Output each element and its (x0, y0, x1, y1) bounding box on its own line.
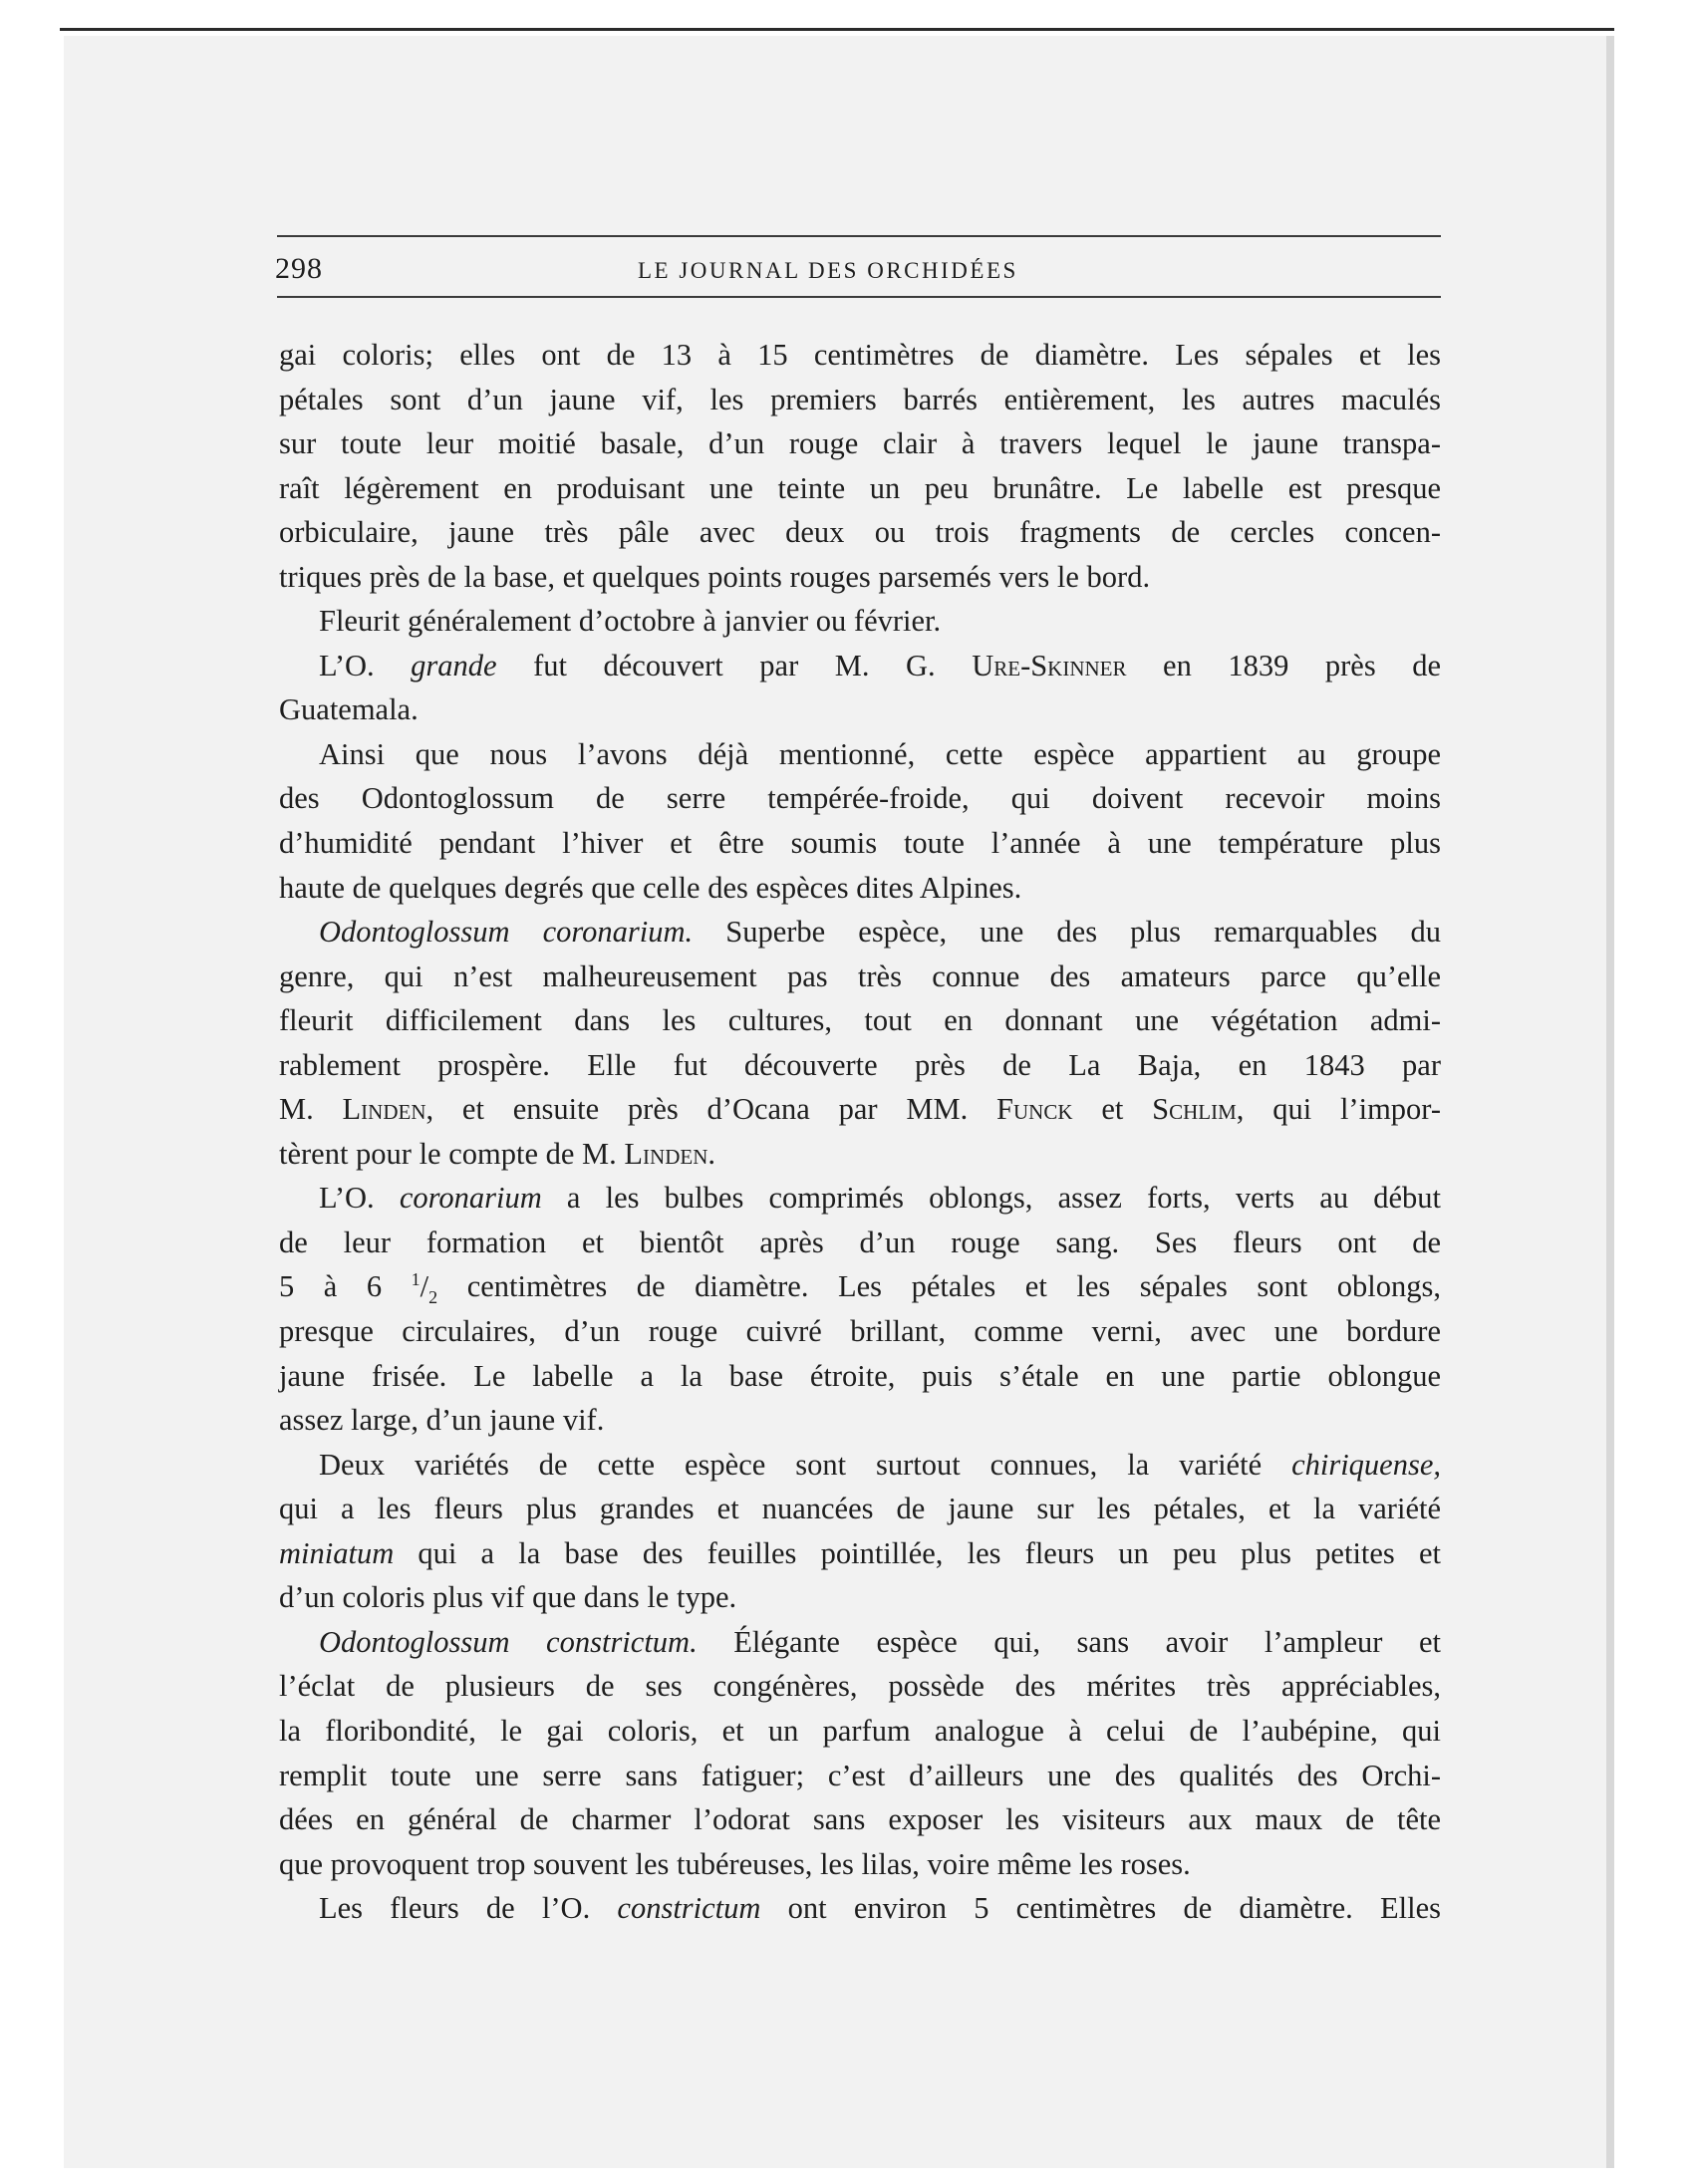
small-caps-name: Funck (996, 1092, 1073, 1127)
text-line (279, 1842, 1441, 1887)
running-title: LE JOURNAL DES ORCHIDÉES (638, 258, 1018, 283)
text-segment: d’humidité pendant l’hiver et être soumis toute l’année à une température plus (279, 826, 1441, 861)
text-line (279, 599, 1441, 644)
text-line (279, 333, 1441, 378)
italic-text: Odontoglossum coronarium. (319, 915, 694, 950)
text-segment: 2 (428, 1287, 438, 1308)
italic-text: chiriquense, (1291, 1447, 1441, 1482)
page-number: 298 (275, 252, 323, 285)
text-segment: l’éclat de plusieurs de ses congénères, possède des mérites très appréciables, (279, 1669, 1441, 1704)
text-segment: a les bulbes comprimés oblongs, assez forts, verts au début (541, 1181, 1442, 1216)
text-line (279, 1709, 1441, 1754)
text-segment: et (1072, 1092, 1153, 1127)
small-caps-name: Schlim (1152, 1092, 1237, 1127)
text-line (279, 421, 1441, 466)
text-line (279, 1531, 1441, 1576)
text-line (279, 1264, 1441, 1309)
text-line (279, 910, 1441, 955)
header-rule-bottom (277, 296, 1441, 298)
text-line (279, 1575, 1441, 1620)
text-line (279, 776, 1441, 821)
text-line (279, 1354, 1441, 1399)
text-line (279, 1443, 1441, 1488)
text-segment: centimètres de diamètre. Les pétales et les sépales sont oblongs, (437, 1269, 1441, 1304)
text-segment: qui a la base des feuilles pointillée, les fleurs un peu plus petites et (394, 1535, 1441, 1570)
text-line (279, 1087, 1441, 1132)
text-line (279, 687, 1441, 732)
text-segment: Guatemala. (279, 692, 419, 727)
text-segment: fut découvert par M. G. (496, 648, 973, 682)
text-line (279, 955, 1441, 999)
text-segment: remplit toute une serre sans fatiguer; c’est d’ailleurs une des qualités des Orchi- (279, 1758, 1441, 1792)
text-line (279, 1132, 1441, 1177)
small-caps-name: Ure-Skinner (972, 648, 1127, 682)
text-segment: Fleurit généralement d’octobre à janvier ou février. (319, 604, 942, 639)
text-segment: L’O. (319, 1181, 400, 1216)
text-line (279, 644, 1441, 688)
text-segment: gai coloris; elles ont de 13 à 15 centimètres de diamètre. Les sépales et les (279, 338, 1441, 372)
text-segment: , qui l’impor- (1236, 1092, 1441, 1127)
italic-text: grande (411, 648, 497, 682)
text-line (279, 866, 1441, 911)
text-segment: presque circulaires, d’un rouge cuivré brillant, comme verni, avec une bordure (279, 1314, 1441, 1349)
text-segment: genre, qui n’est malheureusement pas très connue des amateurs parce qu’elle (279, 958, 1441, 993)
italic-text: miniatum (279, 1535, 395, 1570)
text-line (279, 1664, 1441, 1709)
italic-text: coronarium (399, 1181, 542, 1216)
header-rule-top (277, 235, 1441, 237)
text-line (279, 1797, 1441, 1842)
text-segment: qui a les fleurs plus grandes et nuancées de jaune sur les pétales, et la variété (279, 1492, 1441, 1526)
text-line (279, 378, 1441, 422)
text-line (279, 1309, 1441, 1354)
text-segment: Ainsi que nous l’avons déjà mentionné, cette espèce appartient au groupe (319, 736, 1441, 771)
text-segment: tèrent pour le compte de M. (279, 1136, 625, 1171)
text-line (279, 1620, 1441, 1665)
text-line (279, 466, 1441, 511)
text-segment: Deux variétés de cette espèce sont surtout connues, la variété (319, 1447, 1292, 1482)
text-segment: , et ensuite près d’Ocana par MM. (425, 1092, 997, 1127)
text-line (279, 732, 1441, 777)
text-segment: ont environ 5 centimètres de diamètre. Elles (760, 1891, 1441, 1926)
text-segment: . (707, 1136, 715, 1171)
small-caps-name: Linden (624, 1136, 708, 1171)
text-line (279, 555, 1441, 600)
page-edge-shadow (1606, 36, 1614, 2168)
text-segment: pétales sont d’un jaune vif, les premiers barrés entièrement, les autres maculés (279, 382, 1441, 416)
text-line (279, 998, 1441, 1043)
text-segment: d’un coloris plus vif que dans le type. (279, 1580, 737, 1615)
text-segment: haute de quelques degrés que celle des espèces dites Alpines. (279, 870, 1022, 905)
text-line (279, 821, 1441, 866)
text-segment: raît légèrement en produisant une teinte un peu brunâtre. Le labelle est presque (279, 470, 1441, 505)
text-segment: assez large, d’un jaune vif. (279, 1403, 605, 1438)
text-segment: Élégante espèce qui, sans avoir l’ampleur et (697, 1624, 1442, 1659)
text-segment: 5 à 6 (279, 1269, 412, 1304)
text-segment: Les fleurs de l’O. (319, 1891, 618, 1926)
text-segment: dées en général de charmer l’odorat sans exposer les visiteurs aux maux de tête (279, 1802, 1441, 1837)
text-line (279, 1886, 1441, 1931)
text-segment: 1 (411, 1269, 421, 1290)
text-segment: que provoquent trop souvent les tubéreuses, les lilas, voire même les roses. (279, 1846, 1191, 1881)
text-segment: / (420, 1269, 429, 1304)
text-line (279, 1754, 1441, 1798)
text-segment: la floribondité, le gai coloris, et un parfum analogue à celui de l’aubépine, qui (279, 1713, 1441, 1748)
article-body (279, 333, 1441, 1931)
text-segment: Superbe espèce, une des plus remarquables du (693, 915, 1442, 950)
text-segment: M. (279, 1092, 343, 1127)
italic-text: Odontoglossum constrictum. (319, 1624, 698, 1659)
scan-edge (60, 28, 1614, 31)
text-line (279, 1398, 1441, 1443)
text-segment: en 1839 près de (1126, 648, 1442, 682)
text-segment: sur toute leur moitié basale, d’un rouge clair à travers lequel le jaune transpa- (279, 426, 1441, 461)
italic-text: constrictum (617, 1891, 761, 1926)
text-segment: triques près de la base, et quelques points rouges parsemés vers le bord. (279, 559, 1151, 594)
text-line (279, 1221, 1441, 1265)
text-segment: L’O. (319, 648, 412, 682)
text-segment: orbiculaire, jaune très pâle avec deux ou trois fragments de cercles concen- (279, 515, 1441, 550)
text-segment: rablement prospère. Elle fut découverte près de La Baja, en 1843 par (279, 1047, 1441, 1082)
text-segment: fleurit difficilement dans les cultures, tout en donnant une végétation admi- (279, 1003, 1441, 1038)
text-line (279, 1176, 1441, 1221)
text-segment: de leur formation et bientôt après d’un rouge sang. Ses fleurs ont de (279, 1225, 1441, 1259)
small-caps-name: Linden (342, 1092, 426, 1127)
text-line (279, 1043, 1441, 1088)
text-segment: des Odontoglossum de serre tempérée-froide, qui doivent recevoir moins (279, 781, 1441, 816)
text-segment: jaune frisée. Le labelle a la base étroite, puis s’étale en une partie oblongue (279, 1358, 1441, 1393)
text-line (279, 510, 1441, 555)
text-line (279, 1487, 1441, 1531)
